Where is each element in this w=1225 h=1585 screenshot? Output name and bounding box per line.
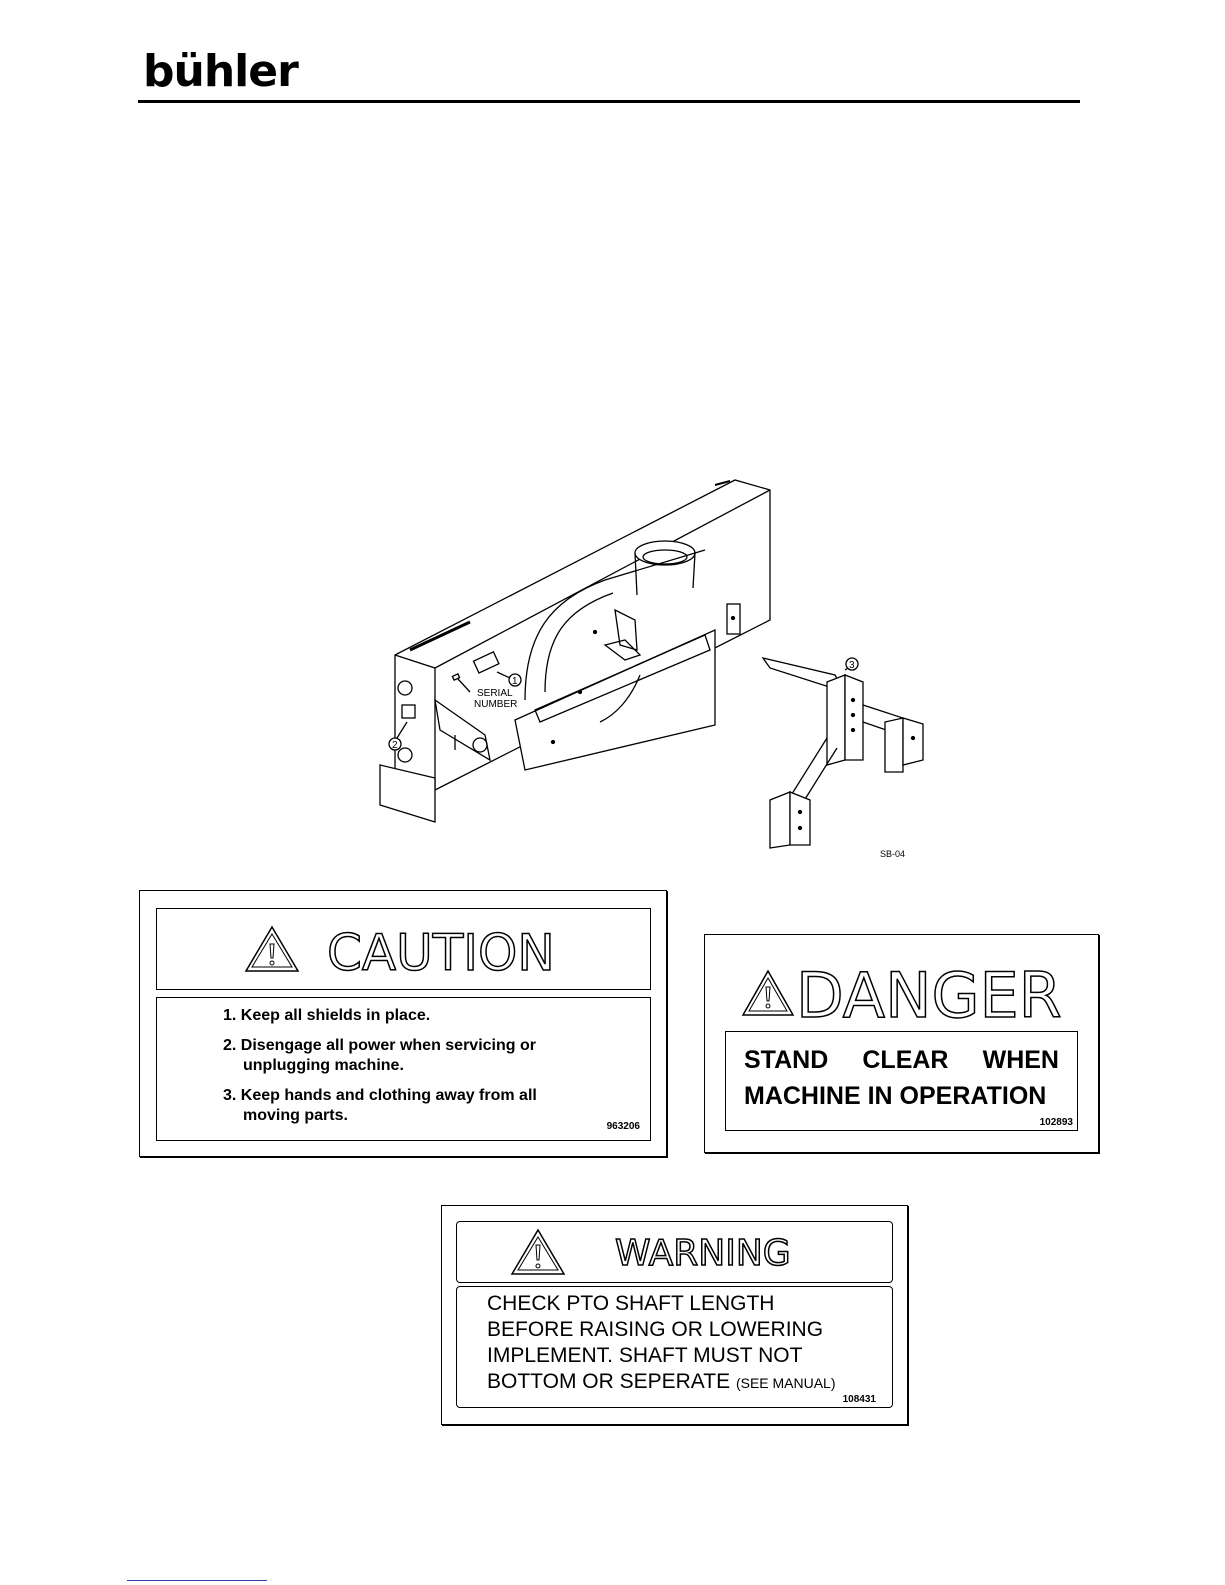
danger-title: DANGER <box>796 959 1062 1032</box>
caution-item-2-cont: unplugging machine. <box>243 1057 404 1074</box>
warning-message <box>487 1291 836 1396</box>
warning-line-1: CHECK PTO SHAFT LENGTH <box>487 1292 775 1315</box>
callout-3 <box>845 658 858 671</box>
buhler-logo: bühler <box>143 46 298 97</box>
caution-item-1-text: 1. Keep all shields in place. <box>223 1007 431 1024</box>
snowblower-diagram <box>375 460 945 870</box>
warning-title: WARNING <box>615 1233 791 1274</box>
warning-header <box>456 1221 893 1283</box>
caution-instructions <box>223 1006 537 1136</box>
caution-item-3-cont: moving parts. <box>243 1107 348 1124</box>
danger-body <box>725 1031 1078 1131</box>
caution-body <box>156 997 651 1141</box>
caution-triangle-icon <box>243 924 301 974</box>
svg-text:3: 3 <box>849 660 855 671</box>
warning-line-3: IMPLEMENT. SHAFT MUST NOT <box>487 1344 803 1367</box>
danger-line-1 <box>744 1042 1059 1078</box>
caution-item-2 <box>223 1036 537 1076</box>
footer-link-underline <box>127 1580 267 1581</box>
hitch-frame <box>763 658 923 848</box>
caution-item-3-text: 3. Keep hands and clothing away from all <box>223 1087 537 1104</box>
caution-decal <box>139 890 667 1157</box>
caution-header <box>156 908 651 990</box>
header-rule <box>138 100 1080 103</box>
blower-housing <box>380 480 770 822</box>
caution-item-1 <box>223 1006 537 1026</box>
danger-code: 102893 <box>1039 1117 1073 1128</box>
danger-triangle-icon <box>740 968 796 1018</box>
danger-line-2: MACHINE IN OPERATION <box>744 1082 1047 1110</box>
svg-text:1: 1 <box>512 676 518 687</box>
figure-code: SB-04 <box>880 849 906 859</box>
svg-text:SERIAL: SERIAL <box>477 688 513 699</box>
svg-text:NUMBER: NUMBER <box>474 699 518 710</box>
danger-word-stand: STAND <box>744 1046 829 1074</box>
caution-title: CAUTION <box>327 924 555 982</box>
danger-word-clear: CLEAR <box>862 1046 949 1074</box>
caution-item-2-text: 2. Disengage all power when servicing or <box>223 1037 536 1054</box>
warning-line-4-text: BOTTOM OR SEPERATE <box>487 1370 731 1393</box>
danger-decal <box>704 934 1099 1153</box>
warning-triangle-icon <box>509 1227 567 1277</box>
danger-word-when: WHEN <box>982 1046 1059 1074</box>
warning-code: 108431 <box>842 1394 876 1405</box>
danger-message <box>744 1042 1059 1114</box>
caution-code: 963206 <box>606 1121 640 1132</box>
svg-text:2: 2 <box>392 740 398 751</box>
caution-item-3 <box>223 1086 537 1126</box>
warning-body <box>456 1286 893 1408</box>
warning-note: (SEE MANUAL) <box>735 1375 836 1391</box>
warning-decal <box>441 1205 908 1425</box>
warning-line-4 <box>487 1369 836 1396</box>
warning-line-2: BEFORE RAISING OR LOWERING <box>487 1318 824 1341</box>
